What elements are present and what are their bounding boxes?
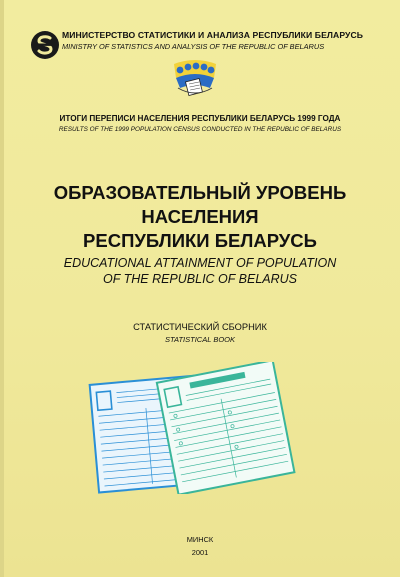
publication-city: МИНСК	[186, 535, 214, 544]
census-results-title-en: RESULTS OF THE 1999 POPULATION CENSUS CONDUCTED IN THE REPUBLIC OF BELARUS	[58, 126, 342, 133]
census-forms-illustration	[88, 362, 298, 494]
book-type-en: STATISTICAL BOOK	[164, 335, 236, 344]
ministry-name-en: MINISTRY OF STATISTICS AND ANALYSIS OF THE REPUBLIC OF BELARUS	[62, 42, 325, 51]
census-results-title-ru: ИТОГИ ПЕРЕПИСИ НАСЕЛЕНИЯ РЕСПУБЛИКИ БЕЛАРУСЬ 1999 ГОДА	[59, 114, 341, 123]
book-type-ru: СТАТИСТИЧЕСКИЙ СБОРНИК	[133, 322, 267, 332]
book-title-en-line: OF THE REPUBLIC OF BELARUS	[102, 272, 298, 286]
book-title-en-line: EDUCATIONAL ATTAINMENT OF POPULATION	[63, 256, 337, 270]
book-title-ru	[0, 181, 400, 253]
ministry-name-ru: МИНИСТЕРСТВО СТАТИСТИКИ И АНАЛИЗА РЕСПУБЛИКИ БЕЛАРУСЬ	[62, 30, 364, 40]
book-title-ru-line: РЕСПУБЛИКИ БЕЛАРУСЬ	[83, 230, 317, 251]
cover-spine-edge	[0, 0, 4, 577]
ministry-logo-icon	[30, 30, 60, 60]
publication-year: 2001	[191, 548, 209, 557]
book-title-ru-line: ОБРАЗОВАТЕЛЬНЫЙ УРОВЕНЬ	[53, 182, 347, 203]
census-emblem-icon	[170, 58, 220, 100]
book-title-ru-line: НАСЕЛЕНИЯ	[141, 206, 259, 227]
book-title-en	[0, 255, 400, 287]
